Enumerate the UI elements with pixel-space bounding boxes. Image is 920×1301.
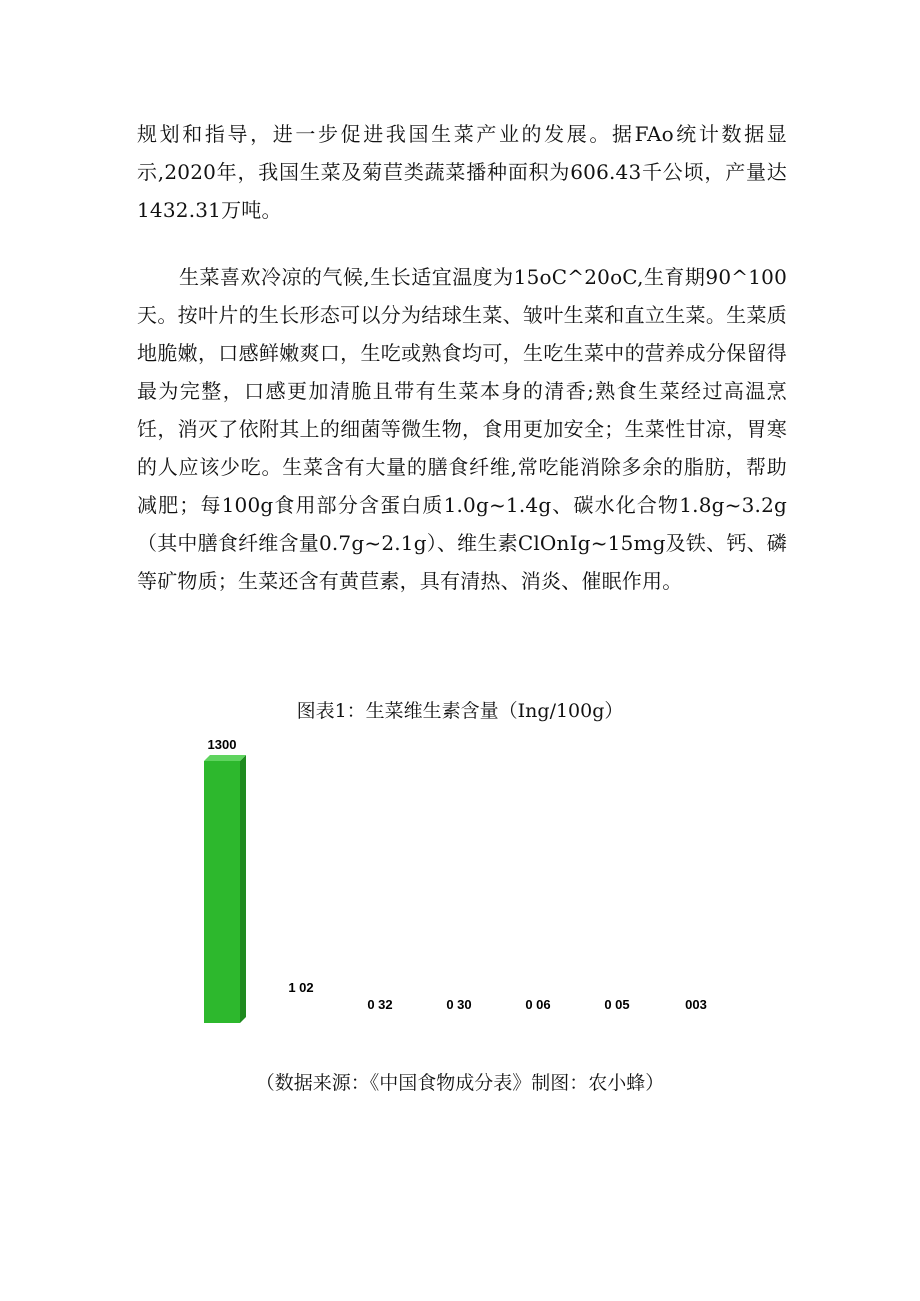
chart-title: 图表1：生菜维生素含量（Ing/100g）: [296, 700, 624, 722]
bar-group: [441, 997, 477, 1023]
data-label: 0 30: [446, 997, 472, 1012]
bar-group: [520, 997, 556, 1023]
bar-group: [362, 997, 398, 1023]
chart-source: （数据来源：《中国食物成分表》制图：农小蜂）: [255, 1072, 665, 1094]
bar-side: [240, 755, 246, 1023]
data-label: 1300: [207, 737, 237, 752]
bar-top: [204, 755, 246, 761]
bar: [362, 1023, 398, 1024]
paragraph-1: 规划和指导，进一步促进我国生菜产业的发展。据FAo统计数据显示,2020年，我国生菜及菊苣类蔬菜播种面积为606.43千公顷，产量达1432.31万吨。: [137, 122, 787, 222]
bar-group: [599, 997, 635, 1023]
bar: [599, 1023, 635, 1024]
bar-group: [678, 997, 714, 1023]
bar: [204, 761, 240, 1023]
bar-group: [283, 980, 319, 1023]
bar-chart: [190, 735, 730, 1035]
bar-group: [204, 737, 246, 1023]
bar: [678, 1023, 714, 1024]
bar: [520, 1023, 556, 1024]
data-label: 1 02: [288, 980, 314, 995]
paragraph-2: 生菜喜欢冷凉的气候,生长适宜温度为15oC^20oC,生育期90^100天。按叶片的生长形态可以分为结球生菜、皱叶生菜和直立生菜。生菜质地脆嫩，口感鲜嫩爽口，生吃或熟食均可，生吃生菜中的营养成分保留得最为完整，口感更加清脆且带有生菜本身的清香;熟食生菜经过高温烹饪，消灭了依附其上的细菌等微生物，食用更加安全；生菜性甘凉，胃寒的人应该少吃。生菜含有大量的膳食纤维,常吃能消除多余的脂肪，帮助减肥；每100g食用部分含蛋白质1.0g~1.4g、碳水化合物1.8g~3.2g（其中膳食纤维含量0.7g~2.1g）、维生素ClOnIg~15mg及铁、钙、磷等矿物质；生菜还含有黄苣素，具有清热、消炎、催眠作用。: [137, 265, 787, 593]
data-label: 003: [685, 997, 707, 1012]
bar: [441, 1023, 477, 1024]
bar: [283, 1023, 319, 1024]
data-label: 0 32: [367, 997, 393, 1012]
data-label: 0 06: [525, 997, 551, 1012]
data-label: 0 05: [604, 997, 630, 1012]
